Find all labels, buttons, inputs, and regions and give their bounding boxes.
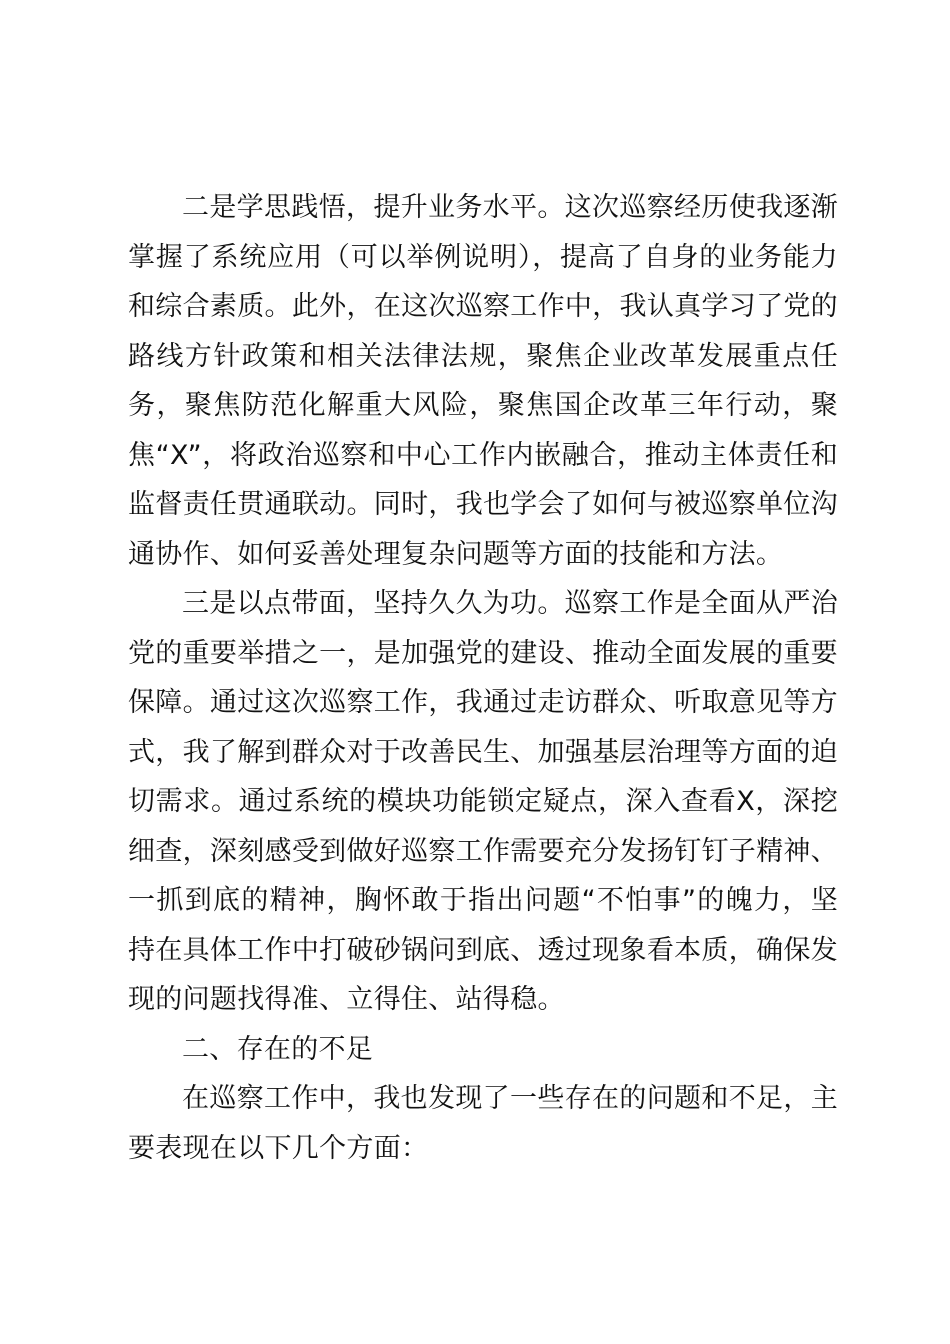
document-body <box>128 183 838 1173</box>
paragraph-study-practice: 二是学思践悟，提升业务水平。这次巡察经历使我逐渐掌握了系统应用（可以举例说明），提高了自身的业务能力和综合素质。此外，在这次巡察工作中，我认真学习了党的路线方针政策和相关法律法规，聚焦企业改革发展重点任务，聚焦防范化解重大风险，聚焦国企改革三年行动，聚焦“X”，将政治巡察和中心工作内嵌融合，推动主体责任和监督责任贯通联动。同时，我也学会了如何与被巡察单位沟通协作、如何妥善处理复杂问题等方面的技能和方法。 <box>128 192 838 570</box>
section-heading-shortcomings: 二、存在的不足 <box>182 1033 374 1065</box>
paragraph-shortcomings-intro: 在巡察工作中，我也发现了一些存在的问题和不足，主要表现在以下几个方面： <box>128 1083 838 1164</box>
paragraph-point-to-area: 三是以点带面，坚持久久为功。巡察工作是全面从严治党的重要举措之一，是加强党的建设、推动全面发展的重要保障。通过这次巡察工作，我通过走访群众、听取意见等方式，我了解到群众对于改善民生、加强基层治理等方面的迫切需求。通过系统的模块功能锁定疑点，深入查看X，深挖细查，深刻感受到做好巡察工作需要充分发扬钉钉子精神、一抓到底的精神，胸怀敢于指出问题“不怕事”的魄力，坚持在具体工作中打破砂锅问到底、透过现象看本质，确保发现的问题找得准、立得住、站得稳。 <box>128 588 838 1015</box>
